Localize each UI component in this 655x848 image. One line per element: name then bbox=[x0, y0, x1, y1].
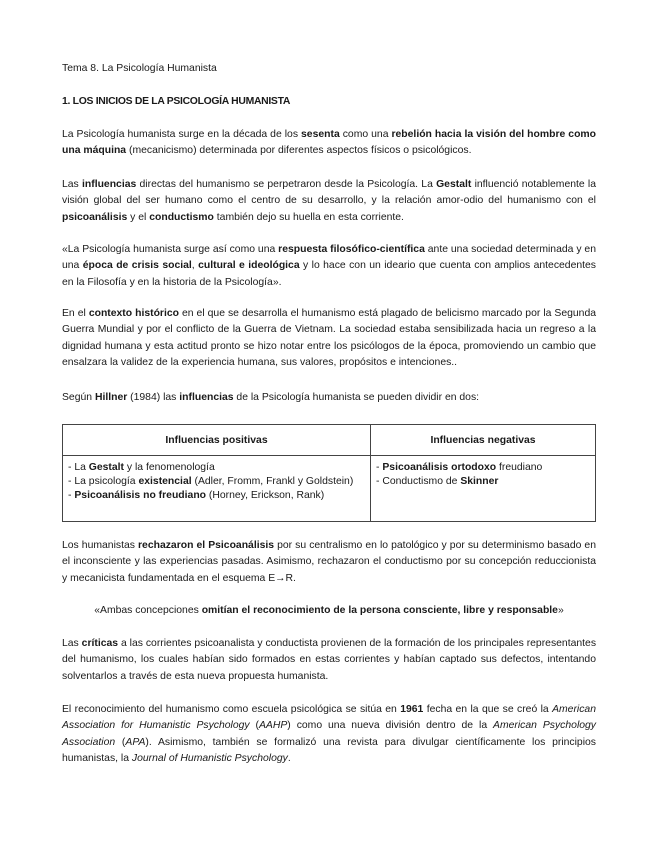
centered-quote: «Ambas concepciones omitían el reconocimiento de la persona consciente, libre y responsable» bbox=[94, 605, 564, 616]
paragraph-origins: La Psicología humanista surge en la década de los sesenta como una rebelión hacia la visión del hombre como una máquina (mecanicismo) determinada por diferentes aspectos físicos o psicológicos. bbox=[62, 129, 596, 157]
negative-influences-header: Influencias negativas bbox=[371, 425, 596, 456]
table-header-row bbox=[63, 425, 596, 456]
list-item: - La psicología existencial (Adler, Fromm, Frankl y Goldstein) bbox=[68, 476, 354, 487]
paragraph-hillner: Según Hillner (1984) las influencias de la Psicología humanista se pueden dividir en dos: bbox=[62, 392, 480, 403]
paragraph-recognition: El reconocimiento del humanismo como escuela psicológica se sitúa en 1961 fecha en la que se creó la American Association for Humanistic Psychology (AAHP) como una nueva división dentro de la American Psychology Association (APA). Asimismo, también se formalizó una revista para divulgar científicamente los principios humanistas, la Journal of Humanistic Psychology. bbox=[62, 704, 597, 764]
paragraph-criticism: Las críticas a las corrientes psicoanalista y conductista provienen de la formación de los principales representantes del humanismo, los cuales habían sido formados en estas corrientes y habían captado sus defectos, intentando solventarlos a través de esta nueva propuesta humanista. bbox=[62, 638, 597, 682]
negative-influences-cell bbox=[371, 456, 596, 522]
table-row bbox=[63, 456, 596, 522]
paragraph-rejection: Los humanistas rechazaron el Psicoanálisis por su centralismo en lo patológico y por su determinismo basado en el inconsciente y las experiencias pasadas. Asimismo, rechazaron el conductismo por su concepción reduccionista y mecanicista fundamentada en el esquema E→R. bbox=[62, 540, 596, 584]
paragraph-quote-response: «La Psicología humanista surge así como una respuesta filosófico-científica ante una sociedad determinada y en una época de crisis social, cultural e ideológica y lo hace con un ideario que cuenta con amplios antecedentes en la Filosofía y en la historia de la Psicología». bbox=[62, 244, 596, 288]
paragraph-influences: Las influencias directas del humanismo se perpetraron desde la Psicología. La Gestalt influenció notablemente la visión global del ser humano como el centro de su desarrollo, y la relación amor-odio del humanismo con el psicoanálisis y el conductismo también dejo su huella en esta corriente. bbox=[62, 179, 596, 223]
list-item: - Conductismo de Skinner bbox=[376, 476, 499, 487]
positive-influences-cell bbox=[63, 456, 371, 522]
section-heading: 1. LOS INICIOS DE LA PSICOLOGÍA HUMANISTA bbox=[62, 96, 291, 107]
list-item: - La Gestalt y la fenomenología bbox=[68, 462, 215, 473]
list-item: - Psicoanálisis no freudiano (Horney, Erickson, Rank) bbox=[68, 490, 325, 501]
paragraph-historical-context: En el contexto histórico en el que se desarrolla el humanismo está plagado de belicismo marcado por la Segunda Guerra Mundial y por el conflicto de la Guerra de Vietnam. La sociedad estaba sensibilizada hacia un regreso a la dignidad humana y esta actitud pronto se hizo notar entre los psicólogos de la época, promoviendo un cambio que ensalzara la validez de la experiencia humana, sus valores, propósitos e intenciones.. bbox=[62, 308, 597, 368]
positive-influences-header: Influencias positivas bbox=[63, 425, 371, 456]
list-item: - Psicoanálisis ortodoxo freudiano bbox=[376, 462, 543, 473]
influences-table bbox=[62, 424, 596, 522]
document-title: Tema 8. La Psicología Humanista bbox=[62, 63, 217, 74]
